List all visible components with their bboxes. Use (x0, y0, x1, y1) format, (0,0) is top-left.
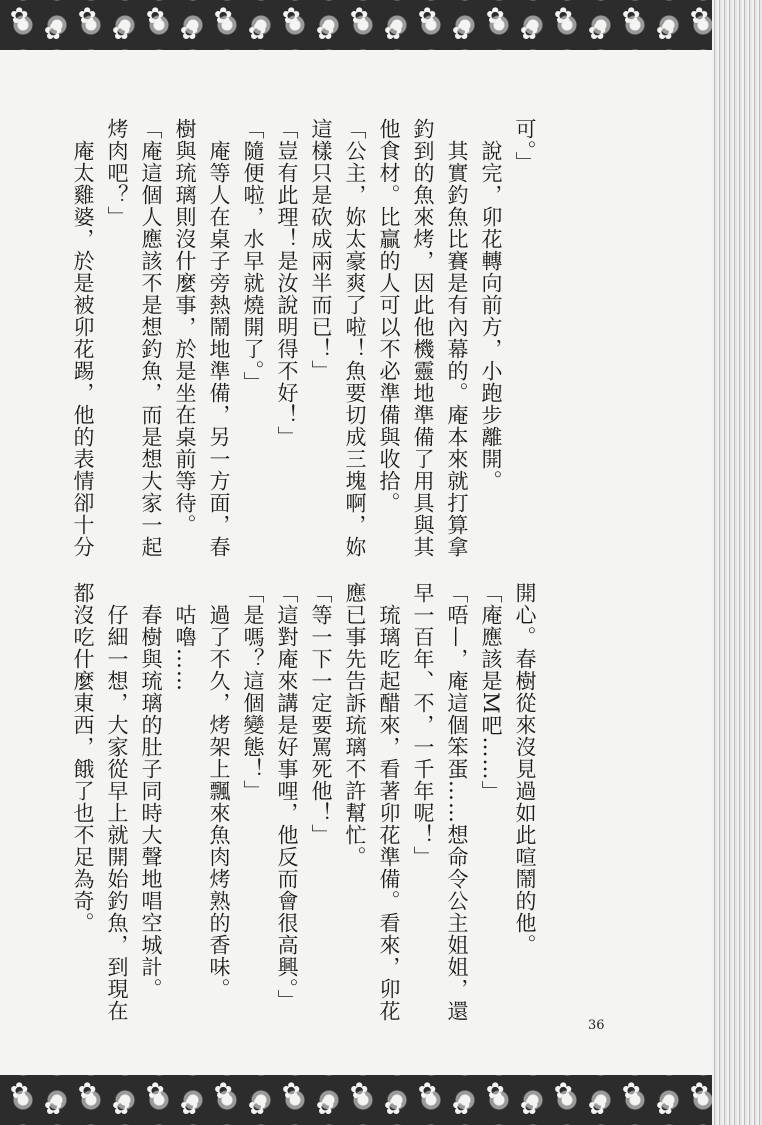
flower-icon: ✿ (282, 1079, 301, 1104)
flower-icon: ✿ (350, 4, 369, 29)
flower-icon: ✿ (520, 20, 539, 45)
text-column: 「庵這個人應該不是想釣魚，而是想大家一起 (139, 118, 163, 558)
text-column: 說完，卯花轉向前方，小跑步離開。 (479, 118, 503, 492)
flower-icon: ✿ (418, 4, 437, 29)
text-column: 「庵應該是M吧……」 (479, 582, 503, 803)
text-column: 仔細一想，大家從早上就開始釣魚，到現在 (105, 582, 129, 1022)
flower-icon: ✿ (554, 1079, 573, 1104)
flower-icon: ✿ (44, 20, 63, 45)
flower-icon: ✿ (316, 1095, 335, 1120)
flower-icon: ✿ (350, 1079, 369, 1104)
flower-icon: ✿ (656, 20, 675, 45)
text-column: 咕嚕…… (173, 582, 197, 692)
flower-icon: ✿ (146, 1079, 165, 1104)
flower-icon: ✿ (112, 1095, 131, 1120)
flower-icon: ✿ (214, 1079, 233, 1104)
flower-icon: ✿ (180, 20, 199, 45)
text-column: 應已事先告訴琉璃不許幫忙。 (343, 582, 367, 868)
text-column: 「這對庵來講是好事哩，他反而會很高興。」 (275, 582, 299, 1012)
text-column: 釣到的魚來烤，因此他機靈地準備了用具與其 (411, 118, 435, 558)
flower-icon: ✿ (44, 1095, 63, 1120)
text-column: 樹與琉璃則沒什麼事，於是坐在桌前等待。 (173, 118, 197, 536)
page-number: 36 (588, 1018, 605, 1033)
upper-text-block (66, 118, 542, 558)
flower-icon: ✿ (248, 1095, 267, 1120)
text-column: 「豈有此理！是汝說明得不好！」 (275, 118, 299, 448)
flower-icon: ✿ (316, 20, 335, 45)
text-column: 「隨便啦，水早就燒開了。」 (241, 118, 265, 394)
flower-icon: ✿ (486, 1079, 505, 1104)
flower-icon: ✿ (452, 20, 471, 45)
flower-icon: ✿ (112, 20, 131, 45)
text-column: 「是嗎？這個變態！」 (241, 582, 265, 802)
text-column: 「等一下一定要罵死他！」 (309, 582, 333, 846)
lower-text-block (66, 582, 542, 1022)
text-column: 庵等人在桌子旁熱鬧地準備，另一方面，春 (207, 118, 231, 558)
flower-icon: ✿ (384, 20, 403, 45)
text-column: 烤肉吧？」 (105, 118, 129, 228)
text-column: 可。」 (513, 118, 537, 174)
flower-icon: ✿ (78, 4, 97, 29)
flower-icon: ✿ (418, 1079, 437, 1104)
bottom-flower-border (0, 1075, 712, 1125)
text-column: 春樹與琉璃的肚子同時大聲地唱空城計。 (139, 582, 163, 1000)
text-column: 這樣只是砍成兩半而已！」 (309, 118, 333, 382)
flower-icon: ✿ (248, 20, 267, 45)
text-column: 早一百年、不，一千年呢！」 (411, 582, 435, 868)
text-column: 過了不久，烤架上飄來魚肉烤熟的香味。 (207, 582, 231, 1000)
flower-icon: ✿ (486, 4, 505, 29)
flower-icon: ✿ (622, 4, 641, 29)
flower-icon: ✿ (180, 1095, 199, 1120)
flower-icon: ✿ (588, 1095, 607, 1120)
flower-icon: ✿ (520, 1095, 539, 1120)
flower-icon: ✿ (146, 4, 165, 29)
text-column: 「公主，妳太豪爽了啦！魚要切成三塊啊，妳 (343, 118, 367, 558)
text-column: 其實釣魚比賽是有內幕的。庵本來就打算拿 (445, 118, 469, 558)
text-column: 開心。春樹從來沒見過如此喧鬧的他。 (513, 582, 537, 956)
text-column: 庵太雞婆，於是被卯花踢，他的表情卻十分 (71, 118, 95, 558)
top-flower-border (0, 0, 712, 50)
flower-icon: ✿ (282, 4, 301, 29)
flower-icon: ✿ (690, 1079, 709, 1104)
flower-icon: ✿ (622, 1079, 641, 1104)
flower-icon: ✿ (452, 1095, 471, 1120)
flower-icon: ✿ (78, 1079, 97, 1104)
text-column: 「唔—，庵這個笨蛋……想命令公主姐姐，還 (445, 582, 469, 1022)
text-column: 他食材。比贏的人可以不必準備與收拾。 (377, 118, 401, 514)
flower-icon: ✿ (588, 20, 607, 45)
flower-icon: ✿ (214, 4, 233, 29)
flower-icon: ✿ (384, 1095, 403, 1120)
text-column: 都沒吃什麼東西，餓了也不足為奇。 (71, 582, 95, 934)
text-column: 琉璃吃起醋來，看著卯花準備。看來，卯花 (377, 582, 401, 1022)
flower-icon: ✿ (656, 1095, 675, 1120)
flower-icon: ✿ (10, 4, 29, 29)
flower-icon: ✿ (10, 1079, 29, 1104)
flower-icon: ✿ (690, 4, 709, 29)
flower-icon: ✿ (554, 4, 573, 29)
